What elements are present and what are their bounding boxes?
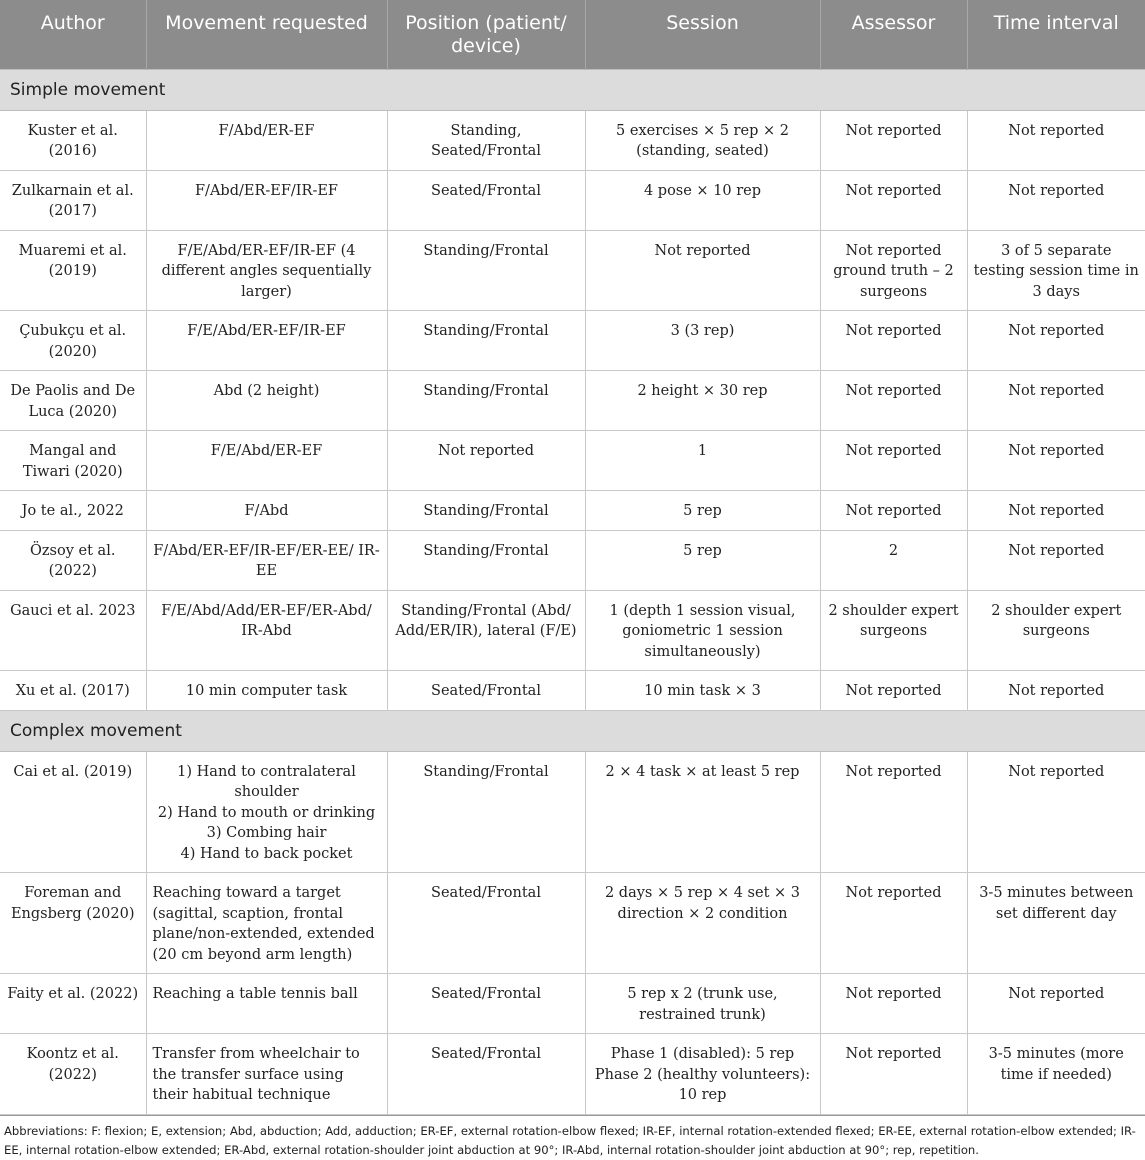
- author-cell: Xu et al. (2017): [0, 671, 146, 711]
- table-header: [0, 0, 1145, 69]
- session-cell: Not reported: [585, 230, 820, 311]
- position-cell: Seated/Frontal: [387, 671, 585, 711]
- time-interval-cell: Not reported: [967, 311, 1145, 371]
- table-row: [0, 530, 1145, 590]
- movement-list-item: 2) Hand to mouth or drinking: [157, 804, 376, 821]
- session-cell: 5 rep x 2 (trunk use, restrained trunk): [585, 974, 820, 1034]
- table-row: [0, 1034, 1145, 1115]
- session-cell: 4 pose × 10 rep: [585, 170, 820, 230]
- movement-cell: F/E/Abd/ER-EF/IR-EF: [146, 311, 387, 371]
- footnote: Abbreviations: F: flexion; E, extension; Abd, abduction; Add, adduction; ER-EF, external rotation-elbow flexed; IR-EF, internal rotation-extended flexed; ER-EE, external rotation-elbow extended; IR-EE, internal rotation-elbow extended; ER-Abd, external rotation-shoulder joint abduction at 90°; IR-Abd, internal rotation-shoulder joint abduction at 90°; rep, repetition.: [0, 1115, 1145, 1160]
- movement-cell: F/Abd: [146, 491, 387, 531]
- time-interval-cell: Not reported: [967, 671, 1145, 711]
- time-interval-cell: Not reported: [967, 110, 1145, 170]
- position-cell: Standing, Seated/Frontal: [387, 110, 585, 170]
- assessor-cell: 2 shoulder expert surgeons: [820, 590, 967, 671]
- position-cell: Standing/Frontal: [387, 530, 585, 590]
- movement-cell: F/Abd/ER-EF: [146, 110, 387, 170]
- assessor-cell: Not reported: [820, 170, 967, 230]
- assessor-cell: Not reported: [820, 873, 967, 974]
- header-session: Session: [585, 0, 820, 69]
- movement-cell: F/E/Abd/ER-EF/IR-EF (4 different angles sequentially larger): [146, 230, 387, 311]
- position-cell: Standing/Frontal: [387, 311, 585, 371]
- position-cell: Standing/Frontal: [387, 371, 585, 431]
- time-interval-cell: Not reported: [967, 491, 1145, 531]
- session-cell: Phase 1 (disabled): 5 rep Phase 2 (healthy volunteers): 10 rep: [585, 1034, 820, 1115]
- assessor-cell: Not reported: [820, 491, 967, 531]
- author-cell: Jo te al., 2022: [0, 491, 146, 531]
- table-row: [0, 170, 1145, 230]
- movement-cell: Reaching a table tennis ball: [146, 974, 387, 1034]
- time-interval-cell: Not reported: [967, 530, 1145, 590]
- author-cell: Faity et al. (2022): [0, 974, 146, 1034]
- assessor-cell: Not reported: [820, 1034, 967, 1115]
- table-row: [0, 371, 1145, 431]
- movement-list-item: 4) Hand to back pocket: [180, 845, 353, 862]
- author-cell: Mangal and Tiwari (2020): [0, 431, 146, 491]
- header-position: Position (patient/ device): [387, 0, 585, 69]
- table-row: [0, 491, 1145, 531]
- header-time-interval: Time interval: [967, 0, 1145, 69]
- table-row: [0, 974, 1145, 1034]
- time-interval-cell: 3-5 minutes between set different day: [967, 873, 1145, 974]
- table-body: [0, 69, 1145, 1114]
- session-cell: 2 × 4 task × at least 5 rep: [585, 751, 820, 873]
- section-row: [0, 69, 1145, 110]
- position-cell: Seated/Frontal: [387, 1034, 585, 1115]
- session-cell: 5 exercises × 5 rep × 2 (standing, seated): [585, 110, 820, 170]
- time-interval-cell: 3 of 5 separate testing session time in 3 days: [967, 230, 1145, 311]
- table-row: [0, 671, 1145, 711]
- movement-cell: Abd (2 height): [146, 371, 387, 431]
- assessor-cell: Not reported: [820, 431, 967, 491]
- session-cell: 5 rep: [585, 491, 820, 531]
- time-interval-cell: Not reported: [967, 974, 1145, 1034]
- assessor-cell: Not reported: [820, 110, 967, 170]
- time-interval-cell: Not reported: [967, 431, 1145, 491]
- header-author: Author: [0, 0, 146, 69]
- movement-cell: F/E/Abd/ER-EF: [146, 431, 387, 491]
- position-cell: Standing/Frontal (Abd/ Add/ER/IR), lateral (F/E): [387, 590, 585, 671]
- position-cell: Not reported: [387, 431, 585, 491]
- author-cell: Özsoy et al. (2022): [0, 530, 146, 590]
- movement-cell: [146, 751, 387, 873]
- position-cell: Seated/Frontal: [387, 974, 585, 1034]
- movement-cell: F/Abd/ER-EF/IR-EF: [146, 170, 387, 230]
- assessor-cell: Not reported: [820, 671, 967, 711]
- movement-cell: F/Abd/ER-EF/IR-EF/ER-EE/ IR-EE: [146, 530, 387, 590]
- session-cell: 1: [585, 431, 820, 491]
- table-row: [0, 873, 1145, 974]
- session-cell: 10 min task × 3: [585, 671, 820, 711]
- time-interval-cell: 2 shoulder expert surgeons: [967, 590, 1145, 671]
- assessor-cell: Not reported: [820, 371, 967, 431]
- section-row: [0, 710, 1145, 751]
- assessor-cell: 2: [820, 530, 967, 590]
- table-row: [0, 110, 1145, 170]
- movement-cell: 10 min computer task: [146, 671, 387, 711]
- session-cell: 2 height × 30 rep: [585, 371, 820, 431]
- session-cell: 1 (depth 1 session visual, goniometric 1 session simultaneously): [585, 590, 820, 671]
- author-cell: Kuster et al. (2016): [0, 110, 146, 170]
- author-cell: Zulkarnain et al. (2017): [0, 170, 146, 230]
- author-cell: De Paolis and De Luca (2020): [0, 371, 146, 431]
- assessor-cell: Not reported: [820, 974, 967, 1034]
- section-title: Simple movement: [0, 69, 1145, 110]
- author-cell: Foreman and Engsberg (2020): [0, 873, 146, 974]
- session-cell: 2 days × 5 rep × 4 set × 3 direction × 2 condition: [585, 873, 820, 974]
- position-cell: Seated/Frontal: [387, 170, 585, 230]
- assessor-cell: Not reported ground truth – 2 surgeons: [820, 230, 967, 311]
- table-row: [0, 230, 1145, 311]
- table-row: [0, 431, 1145, 491]
- header-assessor: Assessor: [820, 0, 967, 69]
- position-cell: Standing/Frontal: [387, 751, 585, 873]
- session-cell: 5 rep: [585, 530, 820, 590]
- assessor-cell: Not reported: [820, 751, 967, 873]
- table-row: [0, 590, 1145, 671]
- time-interval-cell: Not reported: [967, 170, 1145, 230]
- table-row: [0, 751, 1145, 873]
- time-interval-cell: Not reported: [967, 371, 1145, 431]
- author-cell: Gauci et al. 2023: [0, 590, 146, 671]
- section-title: Complex movement: [0, 710, 1145, 751]
- position-cell: Standing/Frontal: [387, 491, 585, 531]
- position-cell: Standing/Frontal: [387, 230, 585, 311]
- session-cell: 3 (3 rep): [585, 311, 820, 371]
- header-row: [0, 0, 1145, 69]
- author-cell: Cai et al. (2019): [0, 751, 146, 873]
- time-interval-cell: Not reported: [967, 751, 1145, 873]
- time-interval-cell: 3-5 minutes (more time if needed): [967, 1034, 1145, 1115]
- movement-list-item: 1) Hand to contralateral shoulder: [177, 763, 356, 800]
- author-cell: Çubukçu et al. (2020): [0, 311, 146, 371]
- position-cell: Seated/Frontal: [387, 873, 585, 974]
- author-cell: Koontz et al. (2022): [0, 1034, 146, 1115]
- author-cell: Muaremi et al. (2019): [0, 230, 146, 311]
- movement-cell: Transfer from wheelchair to the transfer surface using their habitual technique: [146, 1034, 387, 1115]
- assessor-cell: Not reported: [820, 311, 967, 371]
- movement-cell: F/E/Abd/Add/ER-EF/ER-Abd/ IR-Abd: [146, 590, 387, 671]
- movement-cell: Reaching toward a target (sagittal, scaption, frontal plane/non-extended, extended (20 cm beyond arm length): [146, 873, 387, 974]
- table-row: [0, 311, 1145, 371]
- movement-list-item: 3) Combing hair: [206, 825, 327, 841]
- header-movement: Movement requested: [146, 0, 387, 69]
